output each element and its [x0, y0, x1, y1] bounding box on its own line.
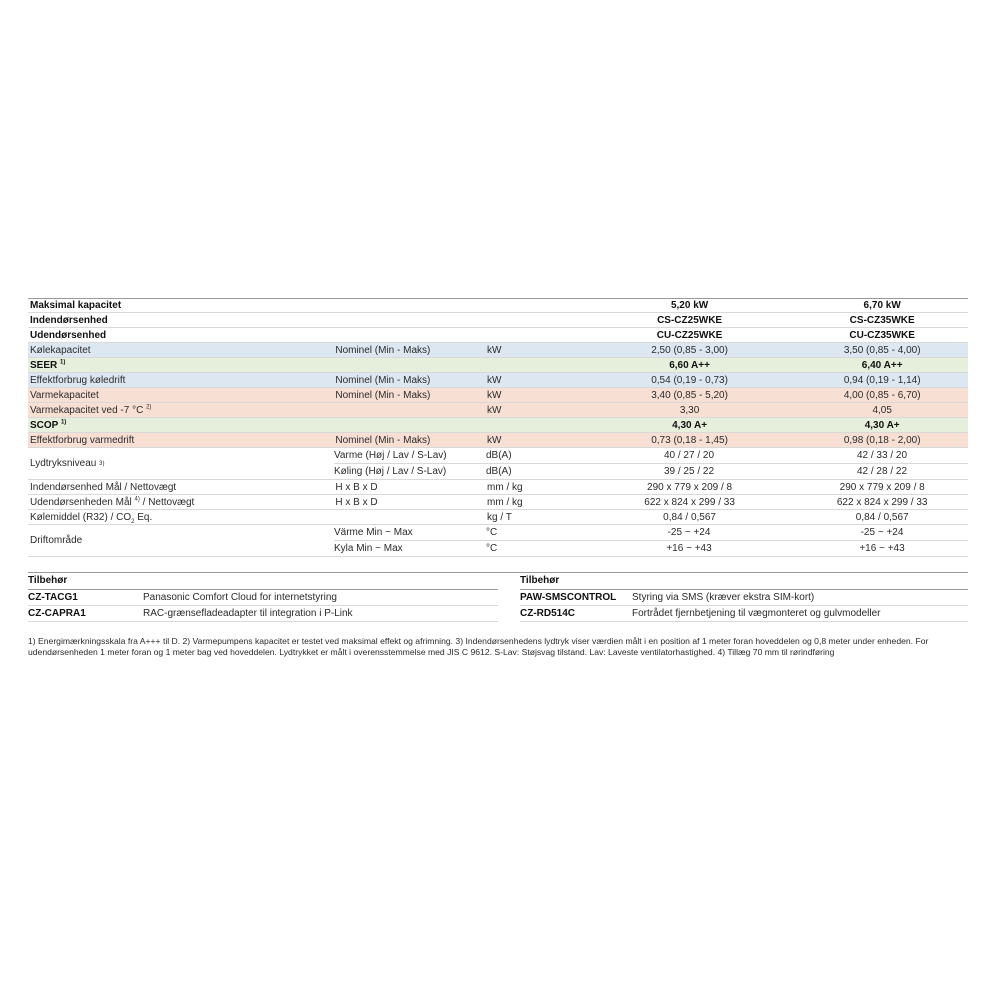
spec-row-cooling-power — [28, 373, 968, 388]
row-label — [28, 403, 335, 418]
outdoor-dim-label-suffix: / Nettovægt — [139, 496, 195, 508]
row-condition: Nominel (Min - Maks) — [335, 344, 431, 356]
spec-row-cooling-capacity — [28, 343, 968, 358]
accessory-item — [28, 606, 498, 622]
row-condition: Køling (Høj / Lav / S-Lav) — [334, 466, 447, 477]
row-label: Indendørsenhed — [30, 314, 108, 326]
value-model-2: 6,40 A++ — [861, 359, 903, 371]
accessory-code: PAW-SMSCONTROL — [520, 592, 617, 603]
spec-table — [28, 298, 968, 557]
value-model-1: 290 x 779 x 209 / 8 — [647, 481, 733, 493]
value-model-2: 290 x 779 x 209 / 8 — [839, 481, 925, 493]
accessory-item — [28, 590, 498, 606]
row-unit: kW — [487, 344, 502, 356]
row-label: Effektforbrug køledrift — [30, 374, 126, 386]
value-model-2: 42 / 33 / 20 — [856, 450, 908, 461]
spec-row-indoor-unit — [28, 313, 968, 328]
sound-heating-row — [334, 448, 968, 463]
accessory-description: RAC-grænsefladeadapter til integration i P-Link — [143, 608, 353, 619]
refrigerant-label: Kølemiddel (R32) / CO — [30, 511, 132, 523]
row-unit: °C — [486, 527, 498, 538]
row-unit: kW — [487, 374, 502, 386]
sound-cooling-row — [334, 463, 968, 479]
row-label — [28, 495, 335, 510]
value-model-2: 42 / 28 / 22 — [856, 466, 908, 477]
spec-row-scop — [28, 418, 968, 433]
row-unit: dB(A) — [486, 450, 512, 461]
value-model-1: CU-CZ25WKE — [656, 329, 723, 341]
accessories-left — [28, 573, 498, 622]
value-model-2: -25 ~ +24 — [860, 527, 904, 538]
value-model-2: +16 ~ +43 — [859, 543, 905, 554]
heating-minus7-label: Varmekapacitet ved -7 °C — [30, 404, 144, 416]
row-unit: mm / kg — [487, 481, 523, 493]
spec-row-max-capacity — [28, 298, 968, 313]
value-model-1: CS-CZ25WKE — [657, 314, 723, 326]
scop-label: SCOP — [30, 419, 59, 431]
sound-label: Lydtryksniveau — [30, 458, 97, 469]
value-model-1: 40 / 27 / 20 — [663, 450, 715, 461]
row-unit: dB(A) — [486, 466, 512, 477]
value-model-1: 39 / 25 / 22 — [663, 466, 715, 477]
spec-row-indoor-dimensions — [28, 480, 968, 495]
row-label — [28, 358, 335, 373]
accessories-title: Tilbehør — [28, 573, 498, 590]
refrigerant-label-suffix: Eq. — [134, 511, 153, 523]
footnote-ref: 4) — [134, 496, 140, 503]
value-model-1: -25 ~ +24 — [667, 527, 711, 538]
value-model-1: 0,73 (0,18 - 1,45) — [651, 434, 728, 446]
row-condition: Värme Min ~ Max — [334, 527, 413, 538]
row-label: Lydtryksniveau 3) — [30, 458, 105, 469]
accessory-description: Styring via SMS (kræver ekstra SIM-kort) — [632, 592, 815, 603]
subscript: 2 — [131, 518, 135, 525]
value-model-2: 0,98 (0,18 - 2,00) — [843, 434, 921, 446]
value-model-2: 4,00 (0,85 - 6,70) — [843, 389, 921, 401]
row-condition: Nominel (Min - Maks) — [335, 374, 431, 386]
row-unit: kg / T — [487, 511, 512, 523]
spec-row-refrigerant — [28, 510, 968, 525]
accessory-description: Fortrådet fjernbetjening til vægmonteret og gulvmodeller — [632, 608, 881, 619]
value-model-2: CS-CZ35WKE — [849, 314, 915, 326]
row-label: Maksimal kapacitet — [30, 300, 122, 311]
accessories-right — [498, 573, 968, 622]
row-condition: Varme (Høj / Lav / S-Lav) — [334, 450, 447, 461]
row-condition: H x B x D — [335, 481, 378, 493]
value-model-2: 4,30 A+ — [864, 419, 900, 431]
accessory-code: CZ-CAPRA1 — [28, 608, 86, 619]
row-label: Varmekapacitet — [30, 389, 99, 401]
row-label: Indendørsenhed Mål / Nettovægt — [30, 481, 177, 493]
value-model-1: 5,20 kW — [670, 300, 709, 311]
footnote-ref: 2) — [146, 404, 152, 411]
footnote-ref: 1) — [60, 359, 66, 366]
value-model-2: 622 x 824 x 299 / 33 — [836, 496, 928, 508]
value-model-2: 6,70 kW — [863, 300, 901, 311]
value-model-1: 2,50 (0,85 - 3,00) — [651, 344, 728, 356]
value-model-2: 3,50 (0,85 - 4,00) — [843, 344, 921, 356]
spec-row-heating-power — [28, 433, 968, 448]
value-model-1: 0,84 / 0,567 — [663, 511, 716, 523]
value-model-1: +16 ~ +43 — [666, 543, 712, 554]
value-model-1: 3,40 (0,85 - 5,20) — [651, 389, 728, 401]
spec-row-heating-capacity — [28, 388, 968, 403]
row-unit: kW — [487, 434, 502, 446]
spec-group-sound-pressure — [28, 448, 968, 480]
row-unit: kW — [487, 404, 502, 416]
row-label: Kølekapacitet — [30, 344, 91, 356]
value-model-2: 0,94 (0,19 - 1,14) — [843, 374, 921, 386]
row-condition: Kyla Min ~ Max — [334, 543, 403, 554]
value-model-1: 622 x 824 x 299 / 33 — [644, 496, 735, 508]
row-label — [28, 418, 335, 433]
seer-label: SEER — [30, 359, 58, 371]
spec-row-seer — [28, 358, 968, 373]
footnote-ref: 1) — [60, 419, 67, 426]
value-model-1: 3,30 — [679, 404, 700, 416]
spec-row-heating-capacity-minus7 — [28, 403, 968, 418]
row-condition: H x B x D — [335, 496, 378, 508]
range-heating-row — [334, 525, 968, 540]
value-model-2: 0,84 / 0,567 — [855, 511, 909, 523]
row-label: Effektforbrug varmedrift — [30, 434, 135, 446]
value-model-1: 4,30 A+ — [672, 419, 708, 431]
spec-group-operating-range — [28, 525, 968, 557]
accessory-code: CZ-TACG1 — [28, 592, 78, 603]
value-model-1: 0,54 (0,19 - 0,73) — [651, 374, 728, 386]
row-label — [28, 510, 335, 525]
accessory-item — [520, 606, 968, 622]
row-condition: Nominel (Min - Maks) — [335, 434, 431, 446]
row-unit: kW — [487, 389, 502, 401]
value-model-1: 6,60 A++ — [669, 359, 710, 371]
accessory-item — [520, 590, 968, 606]
accessory-code: CZ-RD514C — [520, 608, 576, 619]
row-unit: mm / kg — [487, 496, 523, 508]
spec-row-outdoor-unit — [28, 328, 968, 343]
value-model-2: CU-CZ35WKE — [849, 329, 915, 341]
spec-row-outdoor-dimensions — [28, 495, 968, 510]
accessories-section — [28, 572, 968, 622]
row-label: Udendørsenhed — [30, 329, 107, 341]
accessories-title: Tilbehør — [520, 573, 968, 590]
outdoor-dim-label: Udendørsenheden Mål — [30, 496, 132, 508]
accessory-description: Panasonic Comfort Cloud for internetstyring — [143, 592, 337, 603]
row-condition: Nominel (Min - Maks) — [335, 389, 431, 401]
row-label: Driftområde — [30, 535, 83, 546]
footnotes: 1) Energimærkningsskala fra A+++ til D. 2) Varmepumpens kapacitet er testet ved maksimal effekt og afrimning. 3) Indendørsenhedens lydtryk viser værdien målt i en position af 1 meter foran hoveddelen og 0,8 meter under enheden. For udendørsenheden 1 meter foran og 1 meter bag ved hoveddelen. Lydtrykket er målt i overensstemmelse med JIS C 9612. S-Lav: Støjsvag tilstand. Lav: Laveste ventilatorhastighed. 4) Tillæg 70 mm til rørindføring — [28, 636, 929, 657]
value-model-2: 4,05 — [872, 404, 892, 416]
row-unit: °C — [486, 543, 498, 554]
range-cooling-row — [334, 540, 968, 556]
